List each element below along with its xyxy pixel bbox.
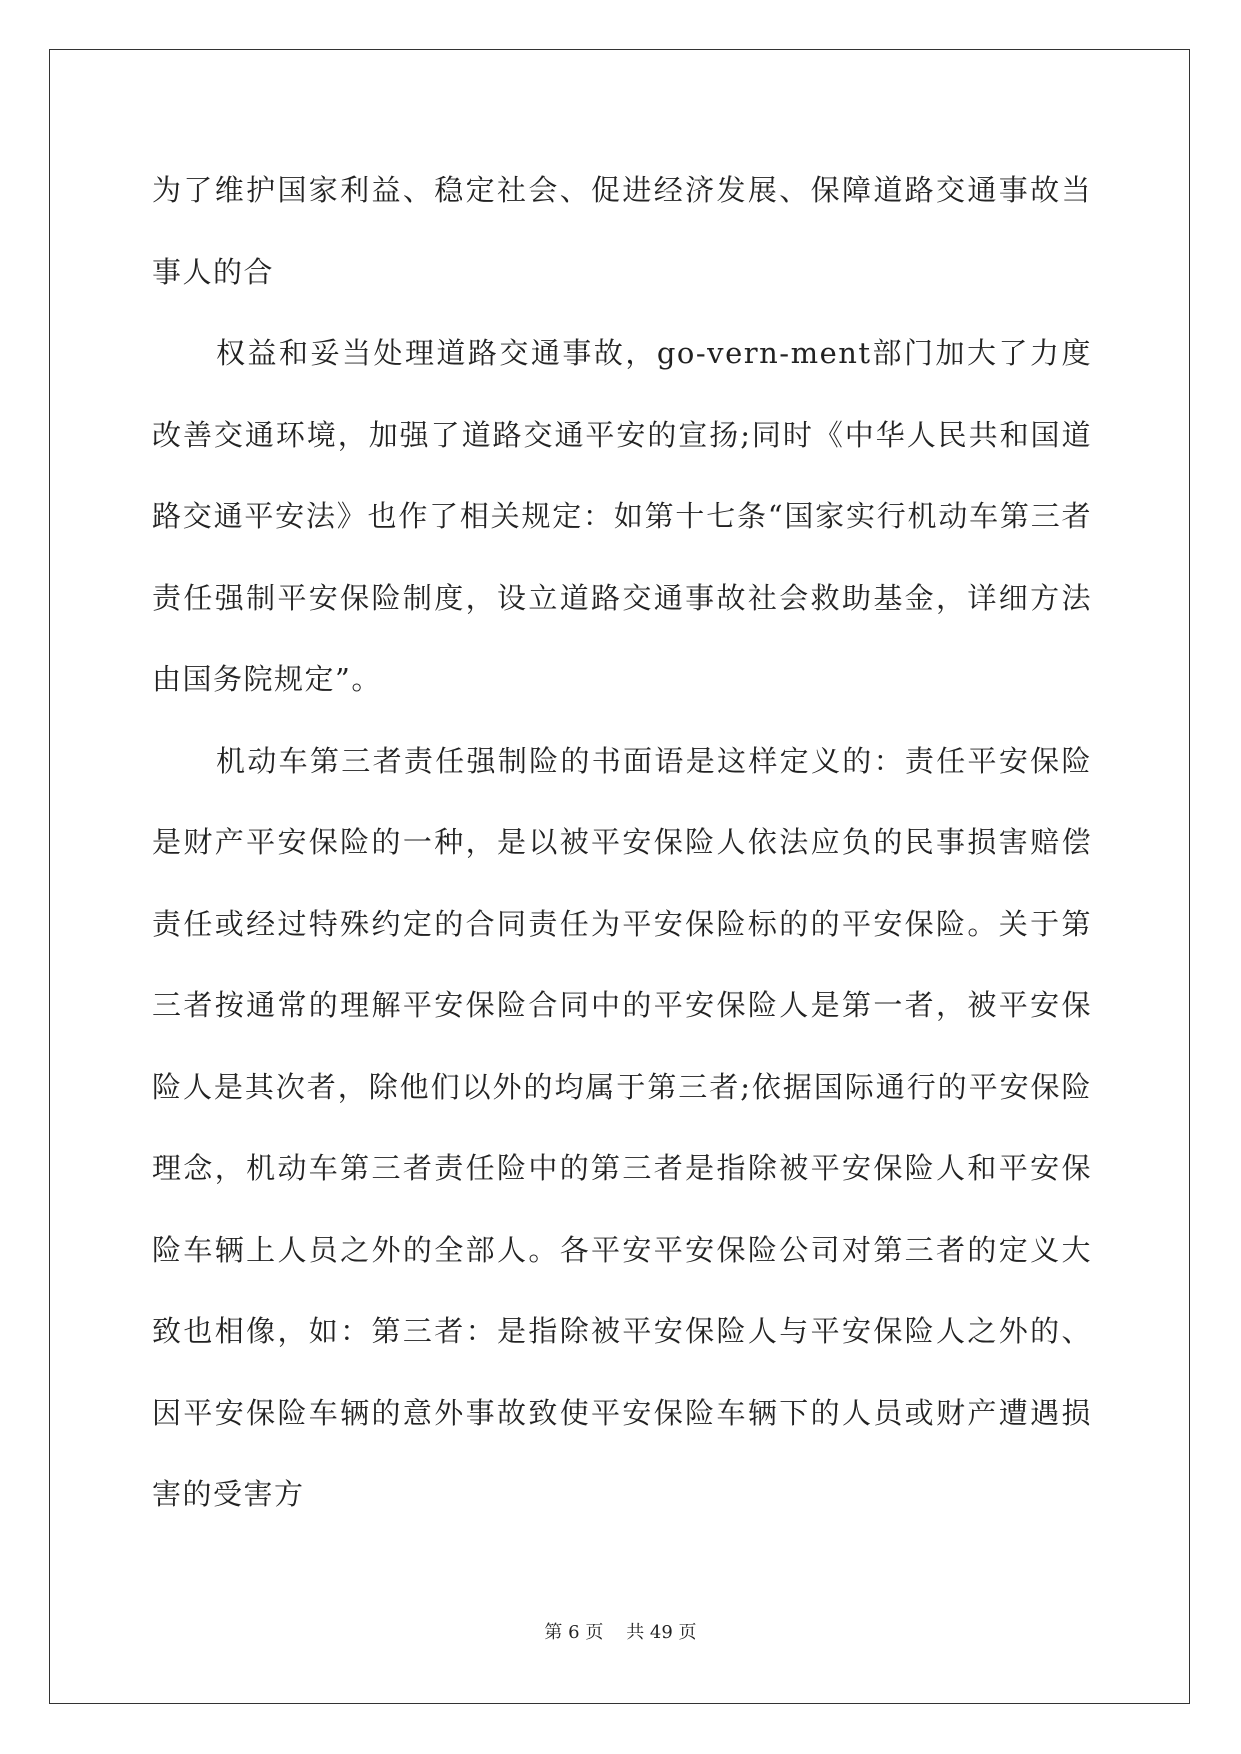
document-body xyxy=(152,150,1092,1536)
page-number: 第 6 页 共 49 页 xyxy=(544,1622,697,1643)
paragraph-1: 为了维护国家利益、稳定社会、促进经济发展、保障道路交通事故当事人的合 xyxy=(152,173,1092,289)
paragraph-2: 权益和妥当处理道路交通事故，go-vern-ment部门加大了力度改善交通环境，加强了道路交通平安的宣扬;同时《中华人民共和国道路交通平安法》也作了相关规定：如第十七条“国家实行机动车第三者责任强制平安保险制度，设立道路交通事故社会救助基金，详细方法由国务院规定”。 xyxy=(152,336,1092,696)
page-footer xyxy=(0,1618,1241,1644)
paragraph-3: 机动车第三者责任强制险的书面语是这样定义的：责任平安保险是财产平安保险的一种，是以被平安保险人依法应负的民事损害赔偿责任或经过特殊约定的合同责任为平安保险标的的平安保险。关于第三者按通常的理解平安保险合同中的平安保险人是第一者，被平安保险人是其次者，除他们以外的均属于第三者;依据国际通行的平安保险理念，机动车第三者责任险中的第三者是指除被平安保险人和平安保险车辆上人员之外的全部人。各平安平安保险公司对第三者的定义大致也相像，如：第三者：是指除被平安保险人与平安保险人之外的、因平安保险车辆的意外事故致使平安保险车辆下的人员或财产遭遇损害的受害方 xyxy=(152,743,1092,1511)
